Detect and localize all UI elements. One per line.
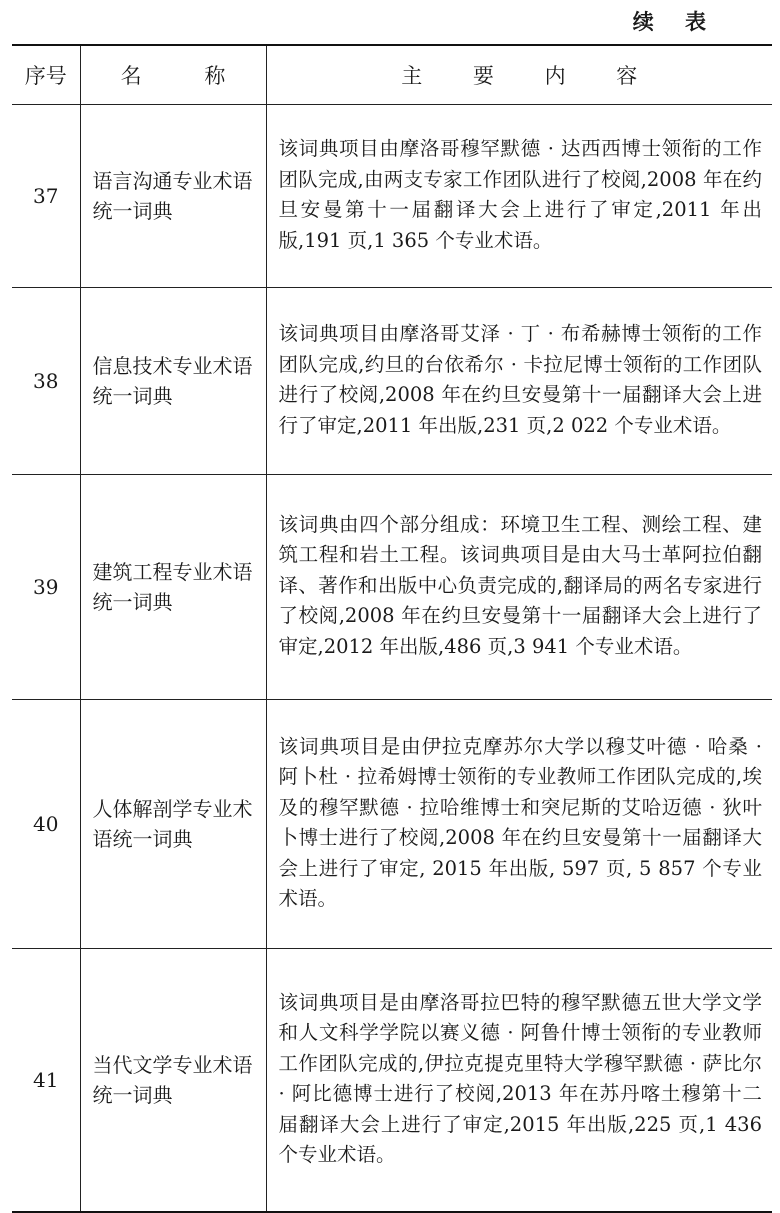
row-number: 41 bbox=[12, 949, 80, 1213]
table-row bbox=[12, 475, 772, 700]
row-name: 人体解剖学专业术语统一词典 bbox=[80, 700, 266, 949]
row-number: 37 bbox=[12, 105, 80, 288]
row-number: 39 bbox=[12, 475, 80, 700]
header-content: 主 要 内 容 bbox=[266, 45, 772, 105]
table-row bbox=[12, 105, 772, 288]
table-header-row bbox=[12, 45, 772, 105]
table-row bbox=[12, 700, 772, 949]
row-content: 该词典项目是由伊拉克摩苏尔大学以穆艾叶德 · 哈桑 · 阿卜杜 · 拉希姆博士领衔的专业教师工作团队完成的,埃及的穆罕默德 · 拉哈维博士和突尼斯的艾哈迈德 · 狄叶卜博士进行了校阅,2008 年在约旦安曼第十一届翻译大会上进行了审定, 2015 年出版, 597 页, 5 857 个专业术语。 bbox=[266, 700, 772, 949]
table-row bbox=[12, 949, 772, 1213]
table-row bbox=[12, 288, 772, 475]
row-name: 信息技术专业术语统一词典 bbox=[80, 288, 266, 475]
row-content: 该词典项目由摩洛哥穆罕默德 · 达西西博士领衔的工作团队完成,由两支专家工作团队进行了校阅,2008 年在约旦安曼第十一届翻译大会上进行了审定,2011 年出版,191 页,1 365 个专业术语。 bbox=[266, 105, 772, 288]
row-content: 该词典项目由摩洛哥艾泽 · 丁 · 布希赫博士领衔的工作团队完成,约旦的台依希尔 · 卡拉尼博士领衔的工作团队进行了校阅,2008 年在约旦安曼第十一届翻译大会上进行了审定,2011 年出版,231 页,2 022 个专业术语。 bbox=[266, 288, 772, 475]
header-number: 序号 bbox=[12, 45, 80, 105]
row-number: 38 bbox=[12, 288, 80, 475]
row-content: 该词典项目是由摩洛哥拉巴特的穆罕默德五世大学文学和人文科学学院以赛义德 · 阿鲁什博士领衔的专业教师工作团队完成的,伊拉克提克里特大学穆罕默德 · 萨比尔 · 阿比德博士进行了校阅,2013 年在苏丹喀土穆第十二届翻译大会上进行了审定,2015 年出版,225 页,1 436 个专业术语。 bbox=[266, 949, 772, 1213]
row-name: 当代文学专业术语统一词典 bbox=[80, 949, 266, 1213]
dictionary-table bbox=[12, 44, 772, 1213]
row-number: 40 bbox=[12, 700, 80, 949]
row-content: 该词典由四个部分组成：环境卫生工程、测绘工程、建筑工程和岩土工程。该词典项目是由大马士革阿拉伯翻译、著作和出版中心负责完成的,翻译局的两名专家进行了校阅,2008 年在约旦安曼第十一届翻译大会上进行了审定,2012 年出版,486 页,3 941 个专业术语。 bbox=[266, 475, 772, 700]
row-name: 语言沟通专业术语统一词典 bbox=[80, 105, 266, 288]
continued-table-caption: 续 表 bbox=[632, 10, 718, 34]
row-name: 建筑工程专业术语统一词典 bbox=[80, 475, 266, 700]
header-name: 名 称 bbox=[80, 45, 266, 105]
